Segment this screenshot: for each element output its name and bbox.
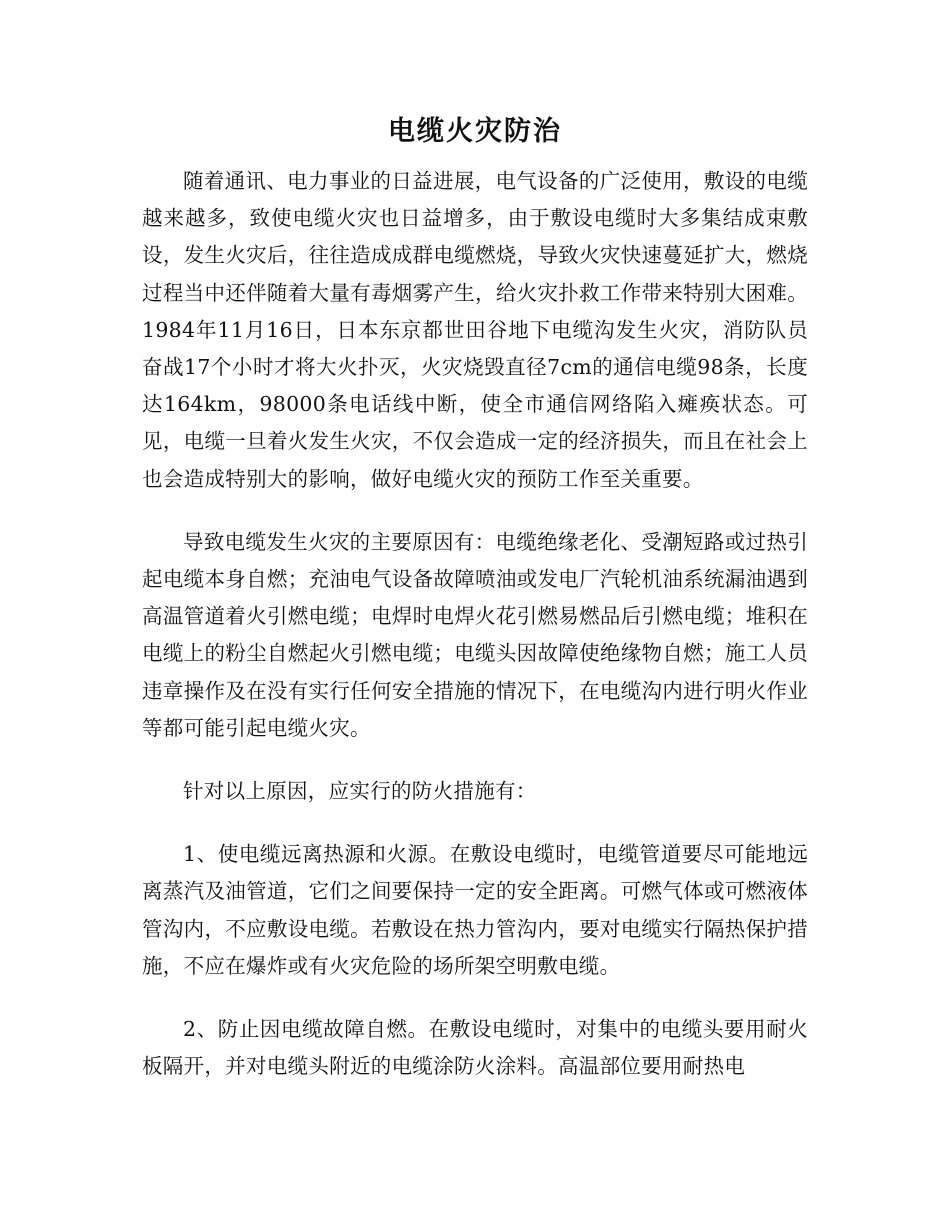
paragraph-causes: 导致电缆发生火灾的主要原因有：电缆绝缘老化、受潮短路或过热引起电缆本身自燃；充油电气设备故障喷油或发电厂汽轮机油系统漏油遇到高温管道着火引燃电缆；电焊时电焊火花引燃易燃品后引燃电缆；堆积在电缆上的粉尘自燃起火引燃电缆；电缆头因故障使绝缘物自燃；施工人员违章操作及在没有实行任何安全措施的情况下，在电缆沟内进行明火作业等都可能引起电缆火灾。	[142, 529, 808, 740]
paragraph-intro: 随着通讯、电力事业的日益进展，电气设备的广泛使用，敷设的电缆越来越多，致使电缆火灾也日益增多，由于敷设电缆时大多集结成束敷设，发生火灾后，往往造成成群电缆燃烧，导致火灾快速蔓延扩大，燃烧过程当中还伴随着大量有毒烟雾产生，给火灾扑救工作带来特别大困难。1984年11月16日，日本东京都世田谷地下电缆沟发生火灾，消防队员奋战17个小时才将大火扑灭，火灾烧毁直径7cm的通信电缆98条，长度达164km，98000条电话线中断，使全市通信网络陷入瘫痪状态。可见，电缆一旦着火发生火灾，不仅会造成一定的经济损失，而且在社会上也会造成特别大的影响，做好电缆火灾的预防工作至关重要。	[142, 169, 808, 491]
paragraph-measure-2: 2、防止因电缆故障自燃。在敷设电缆时，对集中的电缆头要用耐火板隔开，并对电缆头附近的电缆涂防火涂料。高温部位要用耐热电	[142, 1017, 808, 1079]
document-title: 电缆火灾防治	[388, 116, 562, 147]
document-body	[142, 163, 808, 1111]
paragraph-measure-1: 1、使电缆远离热源和火源。在敷设电缆时，电缆管道要尽可能地远离蒸汽及油管道，它们之间要保持一定的安全距离。可燃气体或可燃液体管沟内，不应敷设电缆。若敷设在热力管沟内，要对电缆实行隔热保护措施，不应在爆炸或有火灾危险的场所架空明敷电缆。	[142, 842, 808, 978]
paragraph-measures-intro: 针对以上原因，应实行的防火措施有：	[183, 779, 537, 804]
